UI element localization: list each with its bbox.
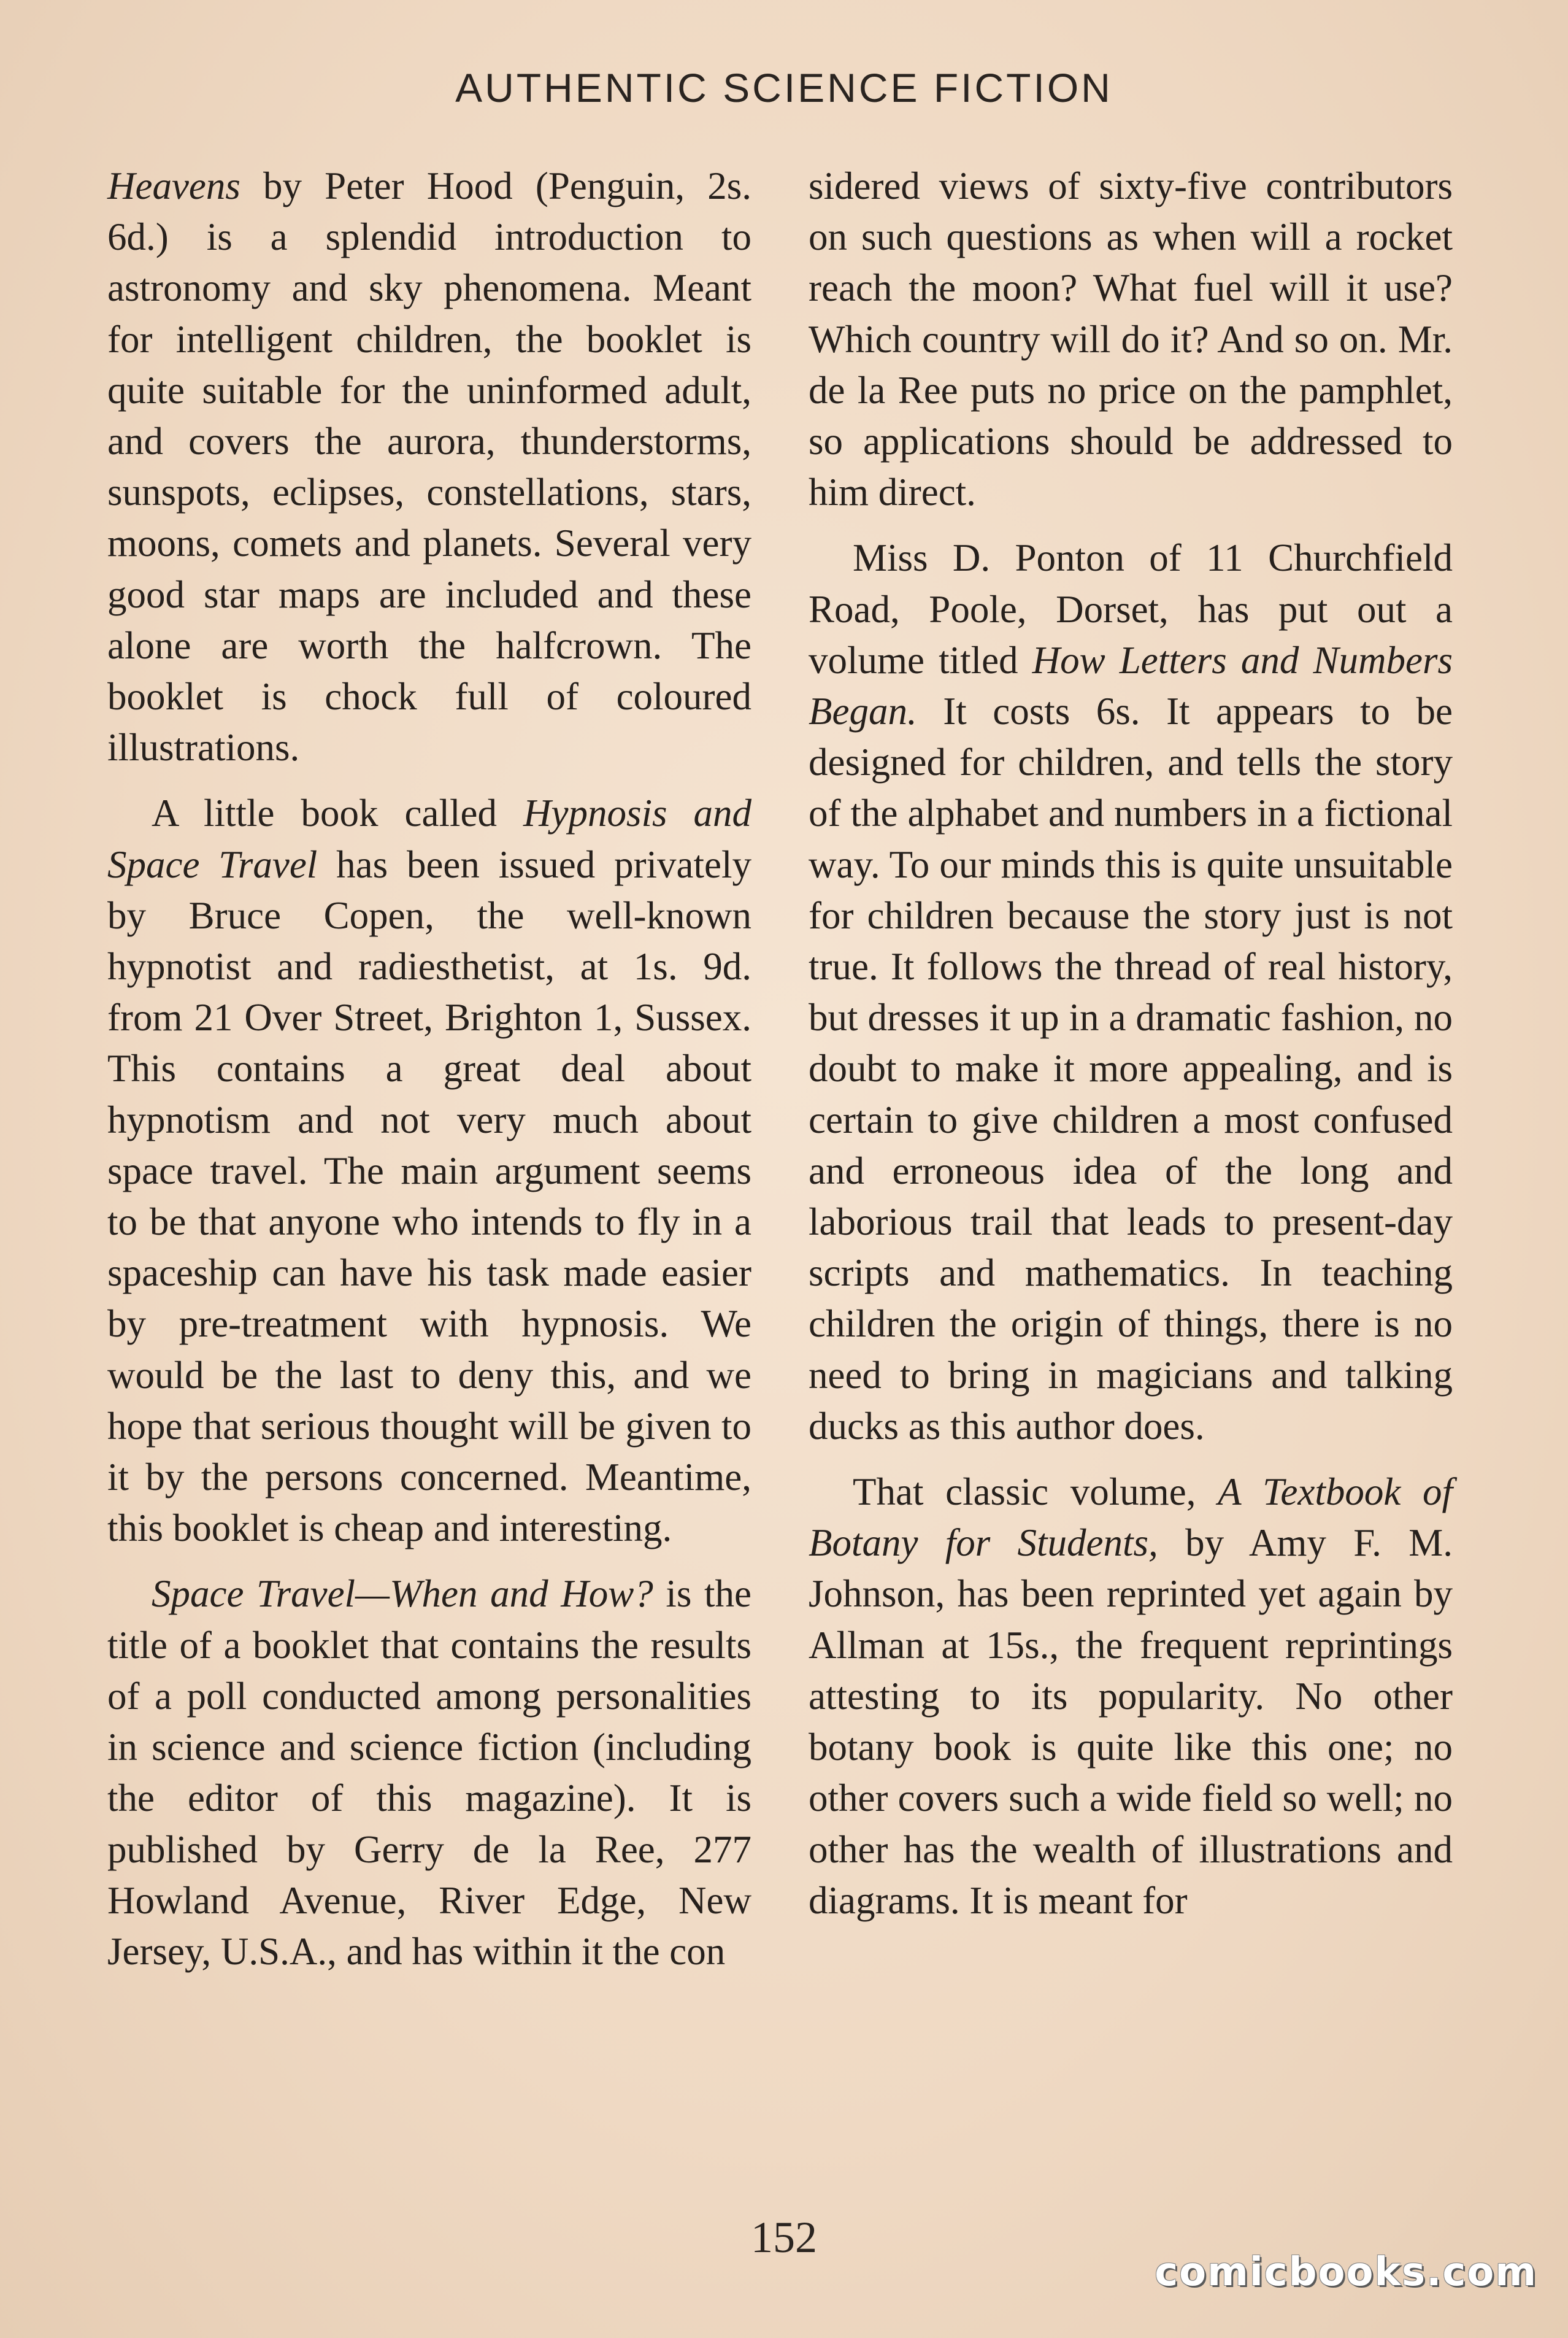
book-title: How Letters and Numbers Began. — [809, 638, 1453, 733]
paragraph-text: Miss D. Ponton of 11 Churchfield Road, Poole, Dorset, has put out a volume titled — [809, 536, 1453, 682]
book-title: Hypnosis and Space Travel — [107, 792, 751, 886]
right-column — [809, 161, 1453, 1941]
page-number: 152 — [751, 2213, 817, 2262]
paragraph-text: That classic volume, — [853, 1470, 1218, 1514]
paragraph-continued — [809, 161, 1453, 518]
left-column — [107, 161, 751, 1992]
paragraph-hypnosis — [107, 788, 751, 1554]
paragraph-text: A little book called — [152, 792, 523, 835]
paragraph-heavens — [107, 161, 751, 773]
paragraph-botany — [809, 1467, 1453, 1926]
paragraph-letters-numbers — [809, 533, 1453, 1452]
book-title: Heavens — [107, 164, 240, 207]
book-title: Space Travel—When and How? — [152, 1572, 653, 1616]
paragraph-space-travel — [107, 1568, 751, 1977]
paragraph-text: is the title of a booklet that contains the results of a poll conducted among personalities in science and science fiction (including the editor of this magazine). It is published by Gerry de la Ree, 277 Howland Avenue, River Edge, New Jersey, U.S.A., and has within it the con — [107, 1572, 751, 1973]
paragraph-text: sidered views of sixty-five contributors on such questions as when will a rocket reach the moon? What fuel will it use? Which country will do it? And so on. Mr. de la Ree puts no price on the pamphlet, so applications should be addressed to him direct. — [809, 164, 1453, 514]
watermark: comicbooks.com — [1155, 2250, 1537, 2295]
paragraph-text: by Peter Hood (Penguin, 2s. 6d.) is a splendid introduction to astronomy and sky phenomena. Meant for intelligent children, the booklet is quite suitable for the uninformed adult, and covers the aurora, thunderstorms, sunspots, eclipses, constellations, stars, moons, comets and planets. Several very good star maps are included and these alone are worth the halfcrown. The booklet is chock full of coloured illustrations. — [107, 164, 751, 770]
running-head: AUTHENTIC SCIENCE FICTION — [455, 65, 1113, 110]
paragraph-text: It costs 6s. It appears to be designed for children, and tells the story of the alphabet and numbers in a fictional way. To our minds this is quite unsuitable for children because the story just is not true. It follows the thread of real history, but dresses it up in a dramatic fashion, no doubt to make it more appealing, and is certain to give children a most confused and erroneous idea of the long and laborious trail that leads to present-day scripts and mathematics. In teaching children the origin of things, there is no need to bring in magicians and talking ducks as this author does. — [809, 690, 1453, 1448]
paragraph-text: by Amy F. M. Johnson, has been reprinted yet again by Allman at 15s., the frequent reprintings attesting to its popularity. No other botany book is quite like this one; no other covers such a wide field so well; no other has the wealth of illustrations and diagrams. It is meant for — [809, 1521, 1453, 1922]
book-title: A Textbook of Botany for Students, — [809, 1470, 1453, 1565]
paragraph-text: has been issued privately by Bruce Copen, the well-known hypnotist and radiesthetist, at 1s. 9d. from 21 Over Street, Brighton 1, Sussex. This contains a great deal about hypnotism and not very much about space travel. The main argument seems to be that anyone who intends to fly in a spaceship can have his task made easier by pre-treatment with hypnosis. We would be the last to deny this, and we hope that serious thought will be given to it by the persons concerned. Meantime, this booklet is cheap and interesting. — [107, 843, 751, 1550]
